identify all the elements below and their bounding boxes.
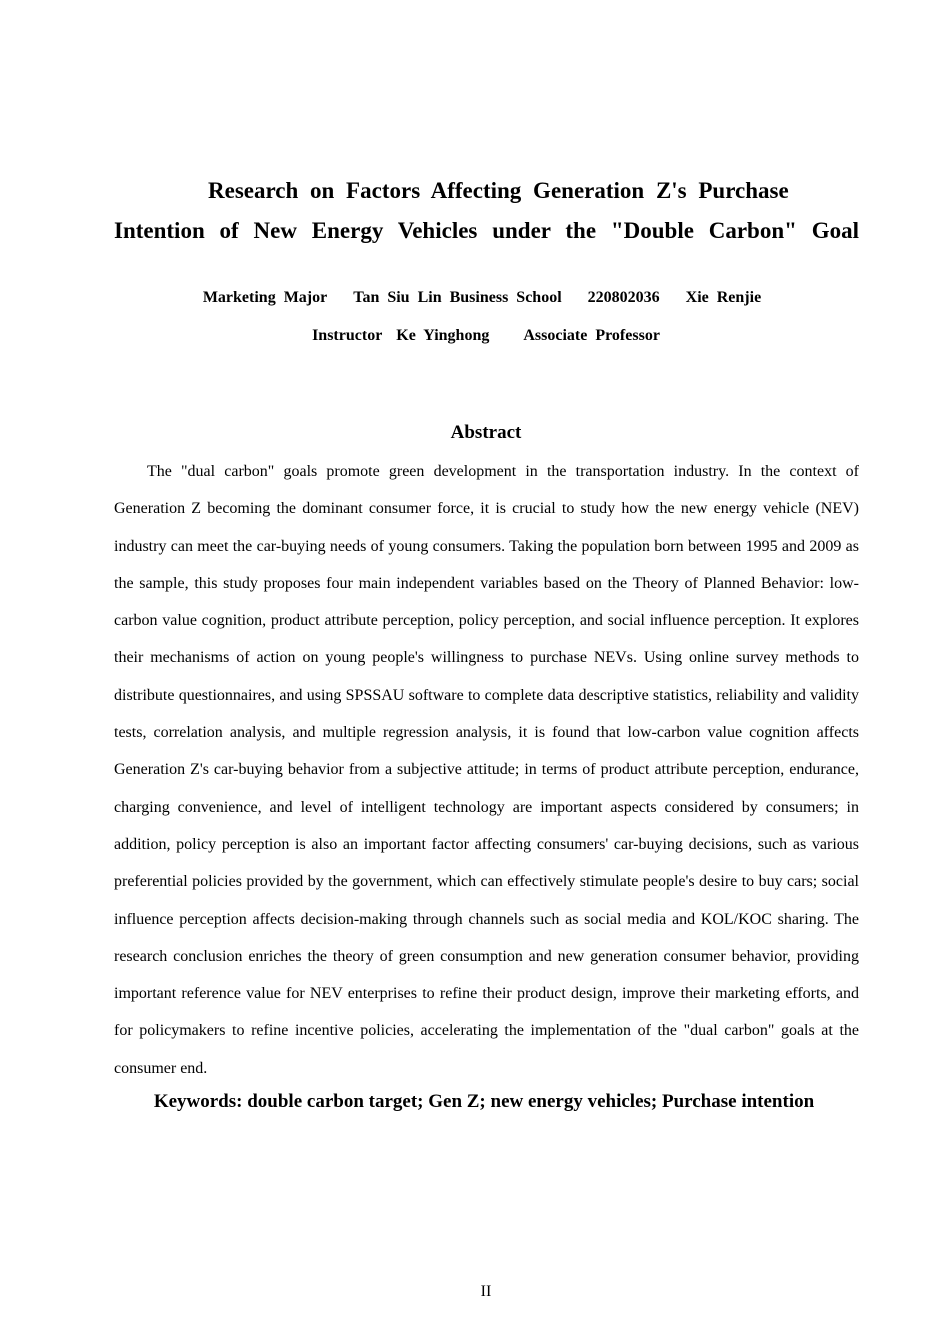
abstract-heading: Abstract [450,422,522,443]
author-student-id: 220802036 [587,289,660,306]
instructor-name: Ke Yinghong [396,327,490,344]
author-school: Tan Siu Lin Business School [353,289,562,306]
instructor-label: Instructor [312,327,383,344]
keywords: Keywords: double carbon target; Gen Z; new energy vehicles; Purchase intention [153,1091,815,1112]
author-name: Xie Renjie [685,289,762,306]
author-major: Marketing Major [202,289,328,306]
instructor-rank: Associate Professor [523,327,660,344]
page-number: II [480,1283,492,1300]
instructor-line [0,325,950,347]
abstract-body: The "dual carbon" goals promote green development in the transportation industry. In the context of Generation Z becoming the dominant consumer force, it is crucial to study how the new energy vehicle (NEV) industry can meet the car-buying needs of young consumers. Taking the population born between 1995 and 2009 as the sample, this study proposes four main independent variables based on the Theory of Planned Behavior: low-carbon value cognition, product attribute perception, policy perception, and social influence perception. It explores their mechanisms of action on young people's willingness to purchase NEVs. Using online survey methods to distribute questionnaires, and using SPSSAU software to complete data descriptive statistics, reliability and validity tests, correlation analysis, and multiple regression analysis, it is found that low-carbon value cognition affects Generation Z's car-buying behavior from a subjective attitude; in terms of product attribute perception, endurance, charging convenience, and level of intelligent technology are important aspects considered by consumers; in addition, policy perception is also an important factor affecting consumers' car-buying decisions, such as various preferential policies provided by the government, which can effectively stimulate people's desire to buy cars; social influence perception affects decision-making through channels such as social media and KOL/KOC sharing. The research conclusion enriches the theory of green consumption and new generation consumer behavior, providing important reference value for NEV enterprises to refine their product design, improve their marketing efforts, and for policymakers to refine incentive policies, accelerating the implementation of the "dual carbon" goals at the consumer end. [114,463,859,1077]
title-line-1: Research on Factors Affecting Generation Z's Purchase [208,178,789,203]
author-line [0,287,950,309]
title-line-2: Intention of New Energy Vehicles under the "Double Carbon" Goal [114,218,859,243]
